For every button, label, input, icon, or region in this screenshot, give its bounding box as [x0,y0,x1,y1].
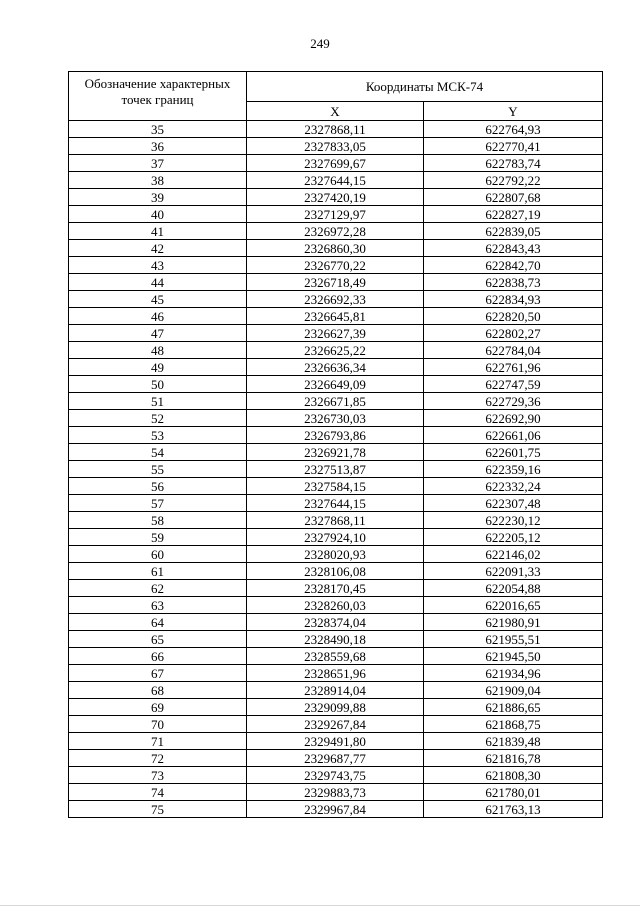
y-coordinate-cell: 622146,02 [424,546,603,563]
table-row [69,172,603,189]
table-row [69,699,603,716]
point-number-cell: 57 [69,495,247,512]
x-coordinate-cell: 2328260,03 [247,597,424,614]
point-number-cell: 69 [69,699,247,716]
y-coordinate-cell: 621980,91 [424,614,603,631]
x-coordinate-cell: 2326718,49 [247,274,424,291]
header-x-label: X [247,102,424,121]
point-number-cell: 72 [69,750,247,767]
coordinates-table [68,71,603,818]
y-coordinate-cell: 622205,12 [424,529,603,546]
point-number-cell: 46 [69,308,247,325]
point-number-cell: 41 [69,223,247,240]
x-coordinate-cell: 2326671,85 [247,393,424,410]
point-number-cell: 38 [69,172,247,189]
x-coordinate-cell: 2328490,18 [247,631,424,648]
y-coordinate-cell: 622332,24 [424,478,603,495]
y-coordinate-cell: 622692,90 [424,410,603,427]
table-row [69,325,603,342]
y-coordinate-cell: 621945,50 [424,648,603,665]
y-coordinate-cell: 622091,33 [424,563,603,580]
table-row [69,495,603,512]
table-row [69,240,603,257]
x-coordinate-cell: 2326972,28 [247,223,424,240]
x-coordinate-cell: 2328106,08 [247,563,424,580]
point-number-cell: 40 [69,206,247,223]
table-row [69,597,603,614]
table-row [69,291,603,308]
y-coordinate-cell: 622747,59 [424,376,603,393]
x-coordinate-cell: 2326636,34 [247,359,424,376]
table-row [69,529,603,546]
y-coordinate-cell: 622802,27 [424,325,603,342]
table-body [69,121,603,818]
x-coordinate-cell: 2329883,73 [247,784,424,801]
y-coordinate-cell: 622838,73 [424,274,603,291]
point-number-cell: 35 [69,121,247,138]
header-y-label: Y [424,102,603,121]
point-number-cell: 58 [69,512,247,529]
point-number-cell: 62 [69,580,247,597]
point-number-cell: 60 [69,546,247,563]
point-number-cell: 44 [69,274,247,291]
y-coordinate-cell: 621839,48 [424,733,603,750]
table-row [69,767,603,784]
point-number-cell: 73 [69,767,247,784]
point-number-cell: 47 [69,325,247,342]
table-row [69,376,603,393]
point-number-cell: 50 [69,376,247,393]
table-row [69,410,603,427]
table-row [69,427,603,444]
x-coordinate-cell: 2326793,86 [247,427,424,444]
y-coordinate-cell: 622230,12 [424,512,603,529]
x-coordinate-cell: 2326627,39 [247,325,424,342]
y-coordinate-cell: 622839,05 [424,223,603,240]
table-row [69,750,603,767]
table-row [69,682,603,699]
x-coordinate-cell: 2327644,15 [247,172,424,189]
point-number-cell: 43 [69,257,247,274]
y-coordinate-cell: 622601,75 [424,444,603,461]
table-row [69,631,603,648]
point-number-cell: 51 [69,393,247,410]
page-number: 249 [310,36,330,51]
table-row [69,121,603,138]
y-coordinate-cell: 622820,50 [424,308,603,325]
table-row [69,512,603,529]
table-header [69,72,603,121]
y-coordinate-cell: 622783,74 [424,155,603,172]
y-coordinate-cell: 622827,19 [424,206,603,223]
x-coordinate-cell: 2329687,77 [247,750,424,767]
point-number-cell: 64 [69,614,247,631]
x-coordinate-cell: 2327513,87 [247,461,424,478]
table-row [69,580,603,597]
point-number-cell: 71 [69,733,247,750]
point-number-cell: 66 [69,648,247,665]
y-coordinate-cell: 621763,13 [424,801,603,818]
point-number-cell: 59 [69,529,247,546]
header-point-label: Обозначение характерных точек границ [69,72,247,121]
x-coordinate-cell: 2327644,15 [247,495,424,512]
y-coordinate-cell: 622807,68 [424,189,603,206]
table-row [69,155,603,172]
table-row [69,206,603,223]
x-coordinate-cell: 2328170,45 [247,580,424,597]
x-coordinate-cell: 2327833,05 [247,138,424,155]
point-number-cell: 49 [69,359,247,376]
y-coordinate-cell: 621816,78 [424,750,603,767]
x-coordinate-cell: 2329967,84 [247,801,424,818]
table-row [69,138,603,155]
y-coordinate-cell: 622661,06 [424,427,603,444]
table-row [69,257,603,274]
page-edge-line [0,905,640,906]
table-row [69,665,603,682]
point-number-cell: 63 [69,597,247,614]
x-coordinate-cell: 2328020,93 [247,546,424,563]
point-number-cell: 61 [69,563,247,580]
table-row [69,801,603,818]
y-coordinate-cell: 621780,01 [424,784,603,801]
x-coordinate-cell: 2326770,22 [247,257,424,274]
x-coordinate-cell: 2326730,03 [247,410,424,427]
x-coordinate-cell: 2326645,81 [247,308,424,325]
y-coordinate-cell: 622784,04 [424,342,603,359]
point-number-cell: 36 [69,138,247,155]
point-number-cell: 48 [69,342,247,359]
x-coordinate-cell: 2326860,30 [247,240,424,257]
x-coordinate-cell: 2328914,04 [247,682,424,699]
point-number-cell: 56 [69,478,247,495]
y-coordinate-cell: 622764,93 [424,121,603,138]
y-coordinate-cell: 622761,96 [424,359,603,376]
header-row-top [69,72,603,102]
table-row [69,733,603,750]
y-coordinate-cell: 621808,30 [424,767,603,784]
point-number-cell: 37 [69,155,247,172]
point-number-cell: 53 [69,427,247,444]
x-coordinate-cell: 2329491,80 [247,733,424,750]
point-number-cell: 55 [69,461,247,478]
x-coordinate-cell: 2329743,75 [247,767,424,784]
x-coordinate-cell: 2327129,97 [247,206,424,223]
y-coordinate-cell: 621909,04 [424,682,603,699]
x-coordinate-cell: 2327868,11 [247,512,424,529]
y-coordinate-cell: 622843,43 [424,240,603,257]
y-coordinate-cell: 621934,96 [424,665,603,682]
table-row [69,342,603,359]
table-row [69,648,603,665]
table-row [69,478,603,495]
point-number-cell: 67 [69,665,247,682]
header-coords-label: Координаты МСК-74 [247,72,603,102]
table-row [69,716,603,733]
point-number-cell: 65 [69,631,247,648]
y-coordinate-cell: 622729,36 [424,393,603,410]
x-coordinate-cell: 2326649,09 [247,376,424,393]
x-coordinate-cell: 2329267,84 [247,716,424,733]
table-row [69,189,603,206]
x-coordinate-cell: 2329099,88 [247,699,424,716]
table-row [69,546,603,563]
table-row [69,444,603,461]
table-row [69,359,603,376]
y-coordinate-cell: 622359,16 [424,461,603,478]
point-number-cell: 75 [69,801,247,818]
y-coordinate-cell: 622792,22 [424,172,603,189]
point-number-cell: 54 [69,444,247,461]
x-coordinate-cell: 2326625,22 [247,342,424,359]
x-coordinate-cell: 2328651,96 [247,665,424,682]
table-row [69,308,603,325]
y-coordinate-cell: 622770,41 [424,138,603,155]
y-coordinate-cell: 622054,88 [424,580,603,597]
x-coordinate-cell: 2328374,04 [247,614,424,631]
table-row [69,274,603,291]
y-coordinate-cell: 622834,93 [424,291,603,308]
x-coordinate-cell: 2326921,78 [247,444,424,461]
x-coordinate-cell: 2327420,19 [247,189,424,206]
point-number-cell: 42 [69,240,247,257]
point-number-cell: 74 [69,784,247,801]
y-coordinate-cell: 622842,70 [424,257,603,274]
table-row [69,223,603,240]
table-row [69,784,603,801]
x-coordinate-cell: 2328559,68 [247,648,424,665]
point-number-cell: 68 [69,682,247,699]
x-coordinate-cell: 2327584,15 [247,478,424,495]
table-row [69,563,603,580]
y-coordinate-cell: 621868,75 [424,716,603,733]
point-number-cell: 45 [69,291,247,308]
x-coordinate-cell: 2327699,67 [247,155,424,172]
table-row [69,614,603,631]
x-coordinate-cell: 2327924,10 [247,529,424,546]
point-number-cell: 70 [69,716,247,733]
table-row [69,461,603,478]
y-coordinate-cell: 621955,51 [424,631,603,648]
y-coordinate-cell: 622016,65 [424,597,603,614]
point-number-cell: 39 [69,189,247,206]
x-coordinate-cell: 2327868,11 [247,121,424,138]
y-coordinate-cell: 621886,65 [424,699,603,716]
y-coordinate-cell: 622307,48 [424,495,603,512]
x-coordinate-cell: 2326692,33 [247,291,424,308]
table-row [69,393,603,410]
point-number-cell: 52 [69,410,247,427]
